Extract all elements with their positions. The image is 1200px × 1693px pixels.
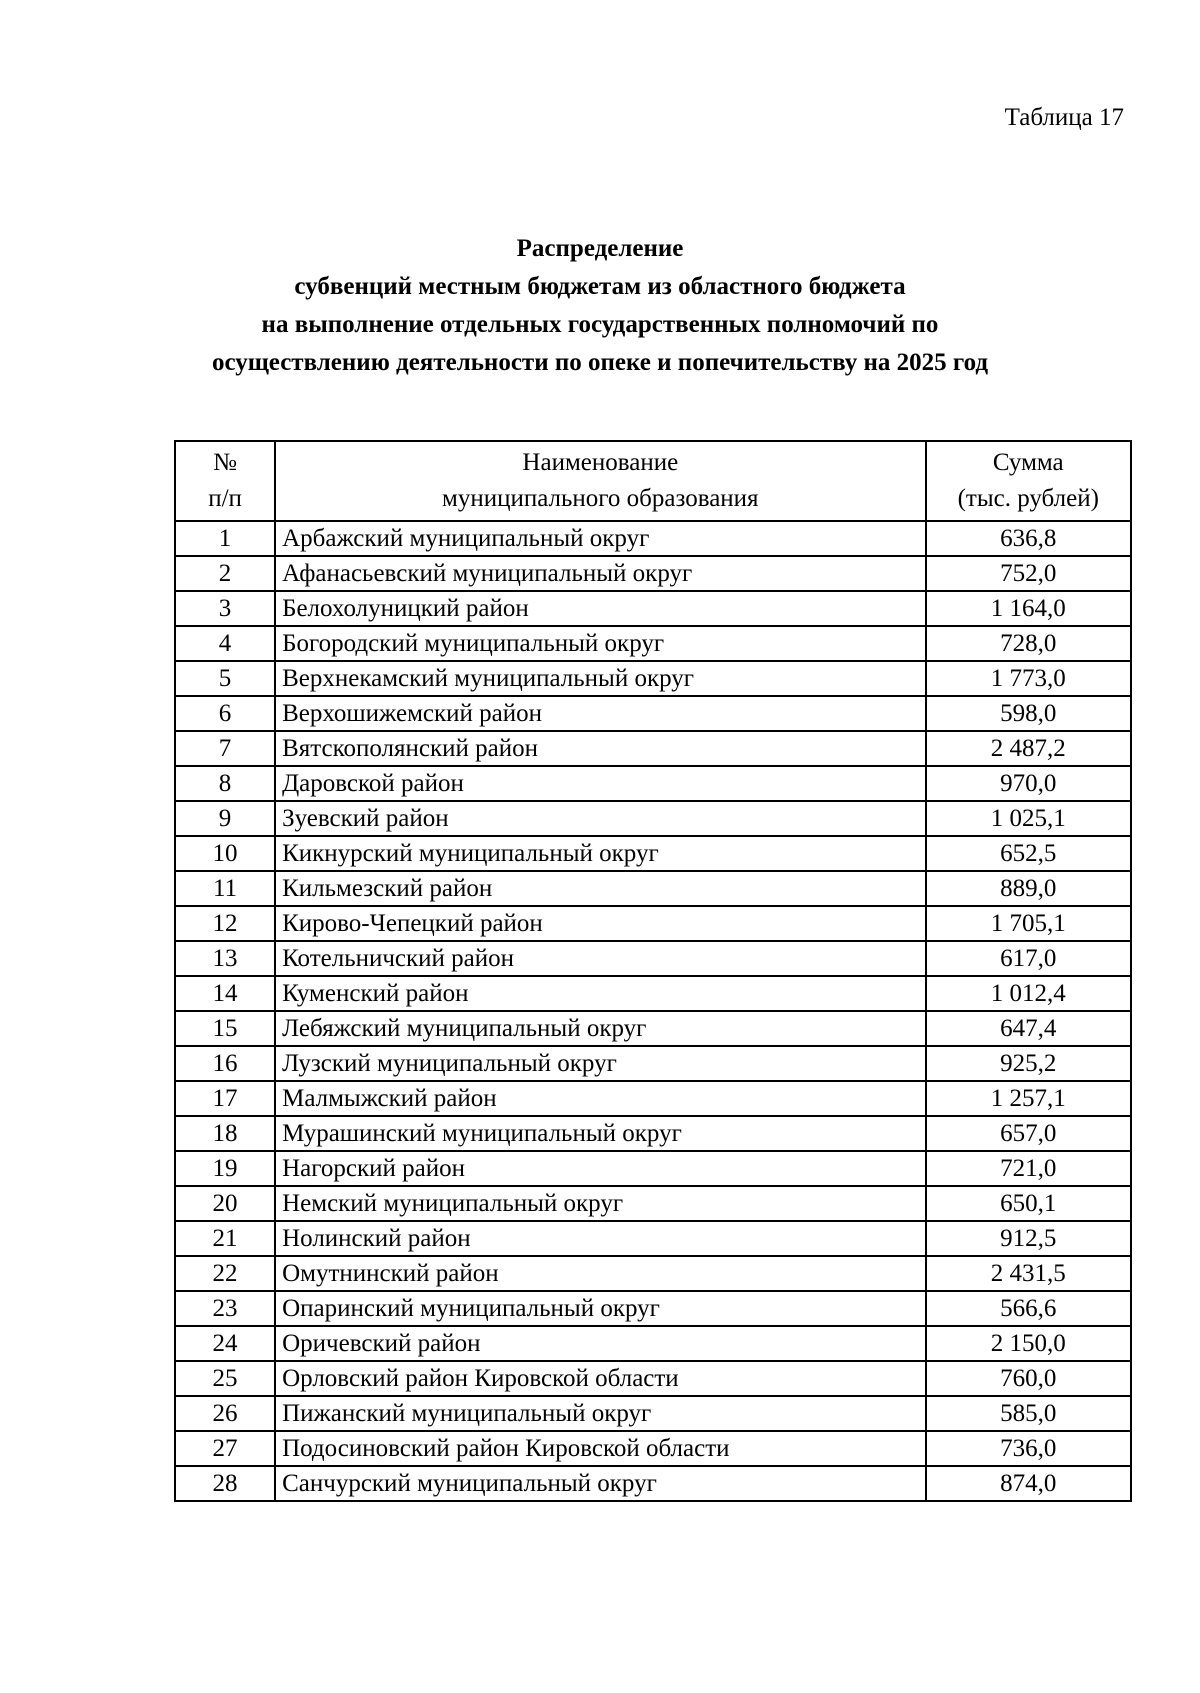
row-name-cell: Омутнинский район xyxy=(275,1256,925,1291)
row-name-cell: Верхошижемский район xyxy=(275,696,925,731)
table-row xyxy=(175,1291,1131,1326)
subvention-table xyxy=(174,440,1132,1502)
table-row xyxy=(175,1361,1131,1396)
title-line: на выполнение отдельных государственных полномочий по xyxy=(261,311,939,338)
row-name-cell: Вятскополянский район xyxy=(275,731,925,766)
row-name-cell: Нагорский район xyxy=(275,1151,925,1186)
row-number-cell: 4 xyxy=(175,626,275,661)
row-name-cell: Подосиновский район Кировской области xyxy=(275,1431,925,1466)
row-sum-cell: 598,0 xyxy=(926,696,1132,731)
header-sum-line: Сумма xyxy=(992,449,1064,476)
table-row xyxy=(175,1466,1131,1501)
row-number-cell: 1 xyxy=(175,521,275,556)
row-number-cell: 13 xyxy=(175,941,275,976)
header-number-line: № xyxy=(213,449,237,476)
row-sum-cell: 657,0 xyxy=(926,1116,1132,1151)
row-number-cell: 9 xyxy=(175,801,275,836)
header-name-line: Наименование xyxy=(522,449,679,476)
row-sum-cell: 2 150,0 xyxy=(926,1326,1132,1361)
document-title xyxy=(120,230,1080,382)
title-line: Распределение xyxy=(516,235,684,262)
row-name-cell: Лузский муниципальный округ xyxy=(275,1046,925,1081)
row-name-cell: Немский муниципальный округ xyxy=(275,1186,925,1221)
row-sum-cell: 652,5 xyxy=(926,836,1132,871)
row-name-cell: Лебяжский муниципальный округ xyxy=(275,1011,925,1046)
row-number-cell: 23 xyxy=(175,1291,275,1326)
row-number-cell: 8 xyxy=(175,766,275,801)
table-row xyxy=(175,1046,1131,1081)
row-name-cell: Богородский муниципальный округ xyxy=(275,626,925,661)
row-name-cell: Орловский район Кировской области xyxy=(275,1361,925,1396)
row-number-cell: 3 xyxy=(175,591,275,626)
row-sum-cell: 1 773,0 xyxy=(926,661,1132,696)
row-name-cell: Пижанский муниципальный округ xyxy=(275,1396,925,1431)
table-row xyxy=(175,1116,1131,1151)
row-name-cell: Опаринский муниципальный округ xyxy=(275,1291,925,1326)
table-row xyxy=(175,626,1131,661)
table-header-row xyxy=(175,441,1131,521)
row-number-cell: 14 xyxy=(175,976,275,1011)
row-name-cell: Оричевский район xyxy=(275,1326,925,1361)
table-row xyxy=(175,731,1131,766)
table-row xyxy=(175,1011,1131,1046)
header-name xyxy=(275,441,925,521)
row-sum-cell: 874,0 xyxy=(926,1466,1132,1501)
row-number-cell: 20 xyxy=(175,1186,275,1221)
row-sum-cell: 970,0 xyxy=(926,766,1132,801)
title-line: осуществлению деятельности по опеке и попечительству на 2025 год xyxy=(211,349,989,376)
row-sum-cell: 566,6 xyxy=(926,1291,1132,1326)
header-sum xyxy=(926,441,1132,521)
row-number-cell: 5 xyxy=(175,661,275,696)
row-name-cell: Нолинский район xyxy=(275,1221,925,1256)
row-sum-cell: 2 431,5 xyxy=(926,1256,1132,1291)
row-sum-cell: 1 012,4 xyxy=(926,976,1132,1011)
row-sum-cell: 617,0 xyxy=(926,941,1132,976)
row-sum-cell: 1 025,1 xyxy=(926,801,1132,836)
table-row xyxy=(175,1431,1131,1466)
table-row xyxy=(175,521,1131,556)
table-row xyxy=(175,1326,1131,1361)
row-name-cell: Белохолуницкий район xyxy=(275,591,925,626)
table-row xyxy=(175,941,1131,976)
row-sum-cell: 912,5 xyxy=(926,1221,1132,1256)
row-number-cell: 16 xyxy=(175,1046,275,1081)
title-line: субвенций местным бюджетам из областного бюджета xyxy=(294,273,906,300)
row-number-cell: 19 xyxy=(175,1151,275,1186)
table-row xyxy=(175,591,1131,626)
row-sum-cell: 760,0 xyxy=(926,1361,1132,1396)
row-number-cell: 6 xyxy=(175,696,275,731)
row-name-cell: Арбажский муниципальный округ xyxy=(275,521,925,556)
row-name-cell: Кикнурский муниципальный округ xyxy=(275,836,925,871)
row-sum-cell: 925,2 xyxy=(926,1046,1132,1081)
table-row xyxy=(175,1396,1131,1431)
row-name-cell: Санчурский муниципальный округ xyxy=(275,1466,925,1501)
table-row xyxy=(175,1186,1131,1221)
row-number-cell: 2 xyxy=(175,556,275,591)
row-name-cell: Верхнекамский муниципальный округ xyxy=(275,661,925,696)
row-name-cell: Кирово-Чепецкий район xyxy=(275,906,925,941)
row-sum-cell: 728,0 xyxy=(926,626,1132,661)
row-number-cell: 27 xyxy=(175,1431,275,1466)
table-row xyxy=(175,836,1131,871)
row-sum-cell: 647,4 xyxy=(926,1011,1132,1046)
row-name-cell: Зуевский район xyxy=(275,801,925,836)
table-row xyxy=(175,1151,1131,1186)
row-number-cell: 24 xyxy=(175,1326,275,1361)
header-sum-line: (тыс. рублей) xyxy=(957,485,1099,512)
row-number-cell: 21 xyxy=(175,1221,275,1256)
row-name-cell: Кильмезский район xyxy=(275,871,925,906)
row-number-cell: 11 xyxy=(175,871,275,906)
row-sum-cell: 752,0 xyxy=(926,556,1132,591)
row-number-cell: 18 xyxy=(175,1116,275,1151)
row-sum-cell: 1 164,0 xyxy=(926,591,1132,626)
table-row xyxy=(175,1256,1131,1291)
row-sum-cell: 650,1 xyxy=(926,1186,1132,1221)
header-number xyxy=(175,441,275,521)
row-name-cell: Даровской район xyxy=(275,766,925,801)
row-sum-cell: 721,0 xyxy=(926,1151,1132,1186)
row-name-cell: Мурашинский муниципальный округ xyxy=(275,1116,925,1151)
row-number-cell: 25 xyxy=(175,1361,275,1396)
row-number-cell: 15 xyxy=(175,1011,275,1046)
table-row xyxy=(175,801,1131,836)
row-name-cell: Малмыжский район xyxy=(275,1081,925,1116)
table-row xyxy=(175,766,1131,801)
header-number-line: п/п xyxy=(208,485,242,512)
row-number-cell: 12 xyxy=(175,906,275,941)
row-sum-cell: 2 487,2 xyxy=(926,731,1132,766)
row-name-cell: Куменский район xyxy=(275,976,925,1011)
table-row xyxy=(175,976,1131,1011)
row-number-cell: 28 xyxy=(175,1466,275,1501)
row-number-cell: 7 xyxy=(175,731,275,766)
table-body xyxy=(175,521,1131,1501)
table-row xyxy=(175,696,1131,731)
row-sum-cell: 585,0 xyxy=(926,1396,1132,1431)
header-name-line: муниципального образования xyxy=(442,485,759,512)
row-number-cell: 10 xyxy=(175,836,275,871)
row-number-cell: 22 xyxy=(175,1256,275,1291)
table-row xyxy=(175,906,1131,941)
table-row xyxy=(175,661,1131,696)
row-name-cell: Котельничский район xyxy=(275,941,925,976)
row-number-cell: 26 xyxy=(175,1396,275,1431)
row-sum-cell: 889,0 xyxy=(926,871,1132,906)
row-sum-cell: 1 257,1 xyxy=(926,1081,1132,1116)
table-row xyxy=(175,1081,1131,1116)
row-sum-cell: 1 705,1 xyxy=(926,906,1132,941)
table-number-label: Таблица 17 xyxy=(1004,104,1124,131)
row-number-cell: 17 xyxy=(175,1081,275,1116)
row-sum-cell: 636,8 xyxy=(926,521,1132,556)
table-row xyxy=(175,1221,1131,1256)
row-name-cell: Афанасьевский муниципальный округ xyxy=(275,556,925,591)
table-row xyxy=(175,556,1131,591)
row-sum-cell: 736,0 xyxy=(926,1431,1132,1466)
table-row xyxy=(175,871,1131,906)
